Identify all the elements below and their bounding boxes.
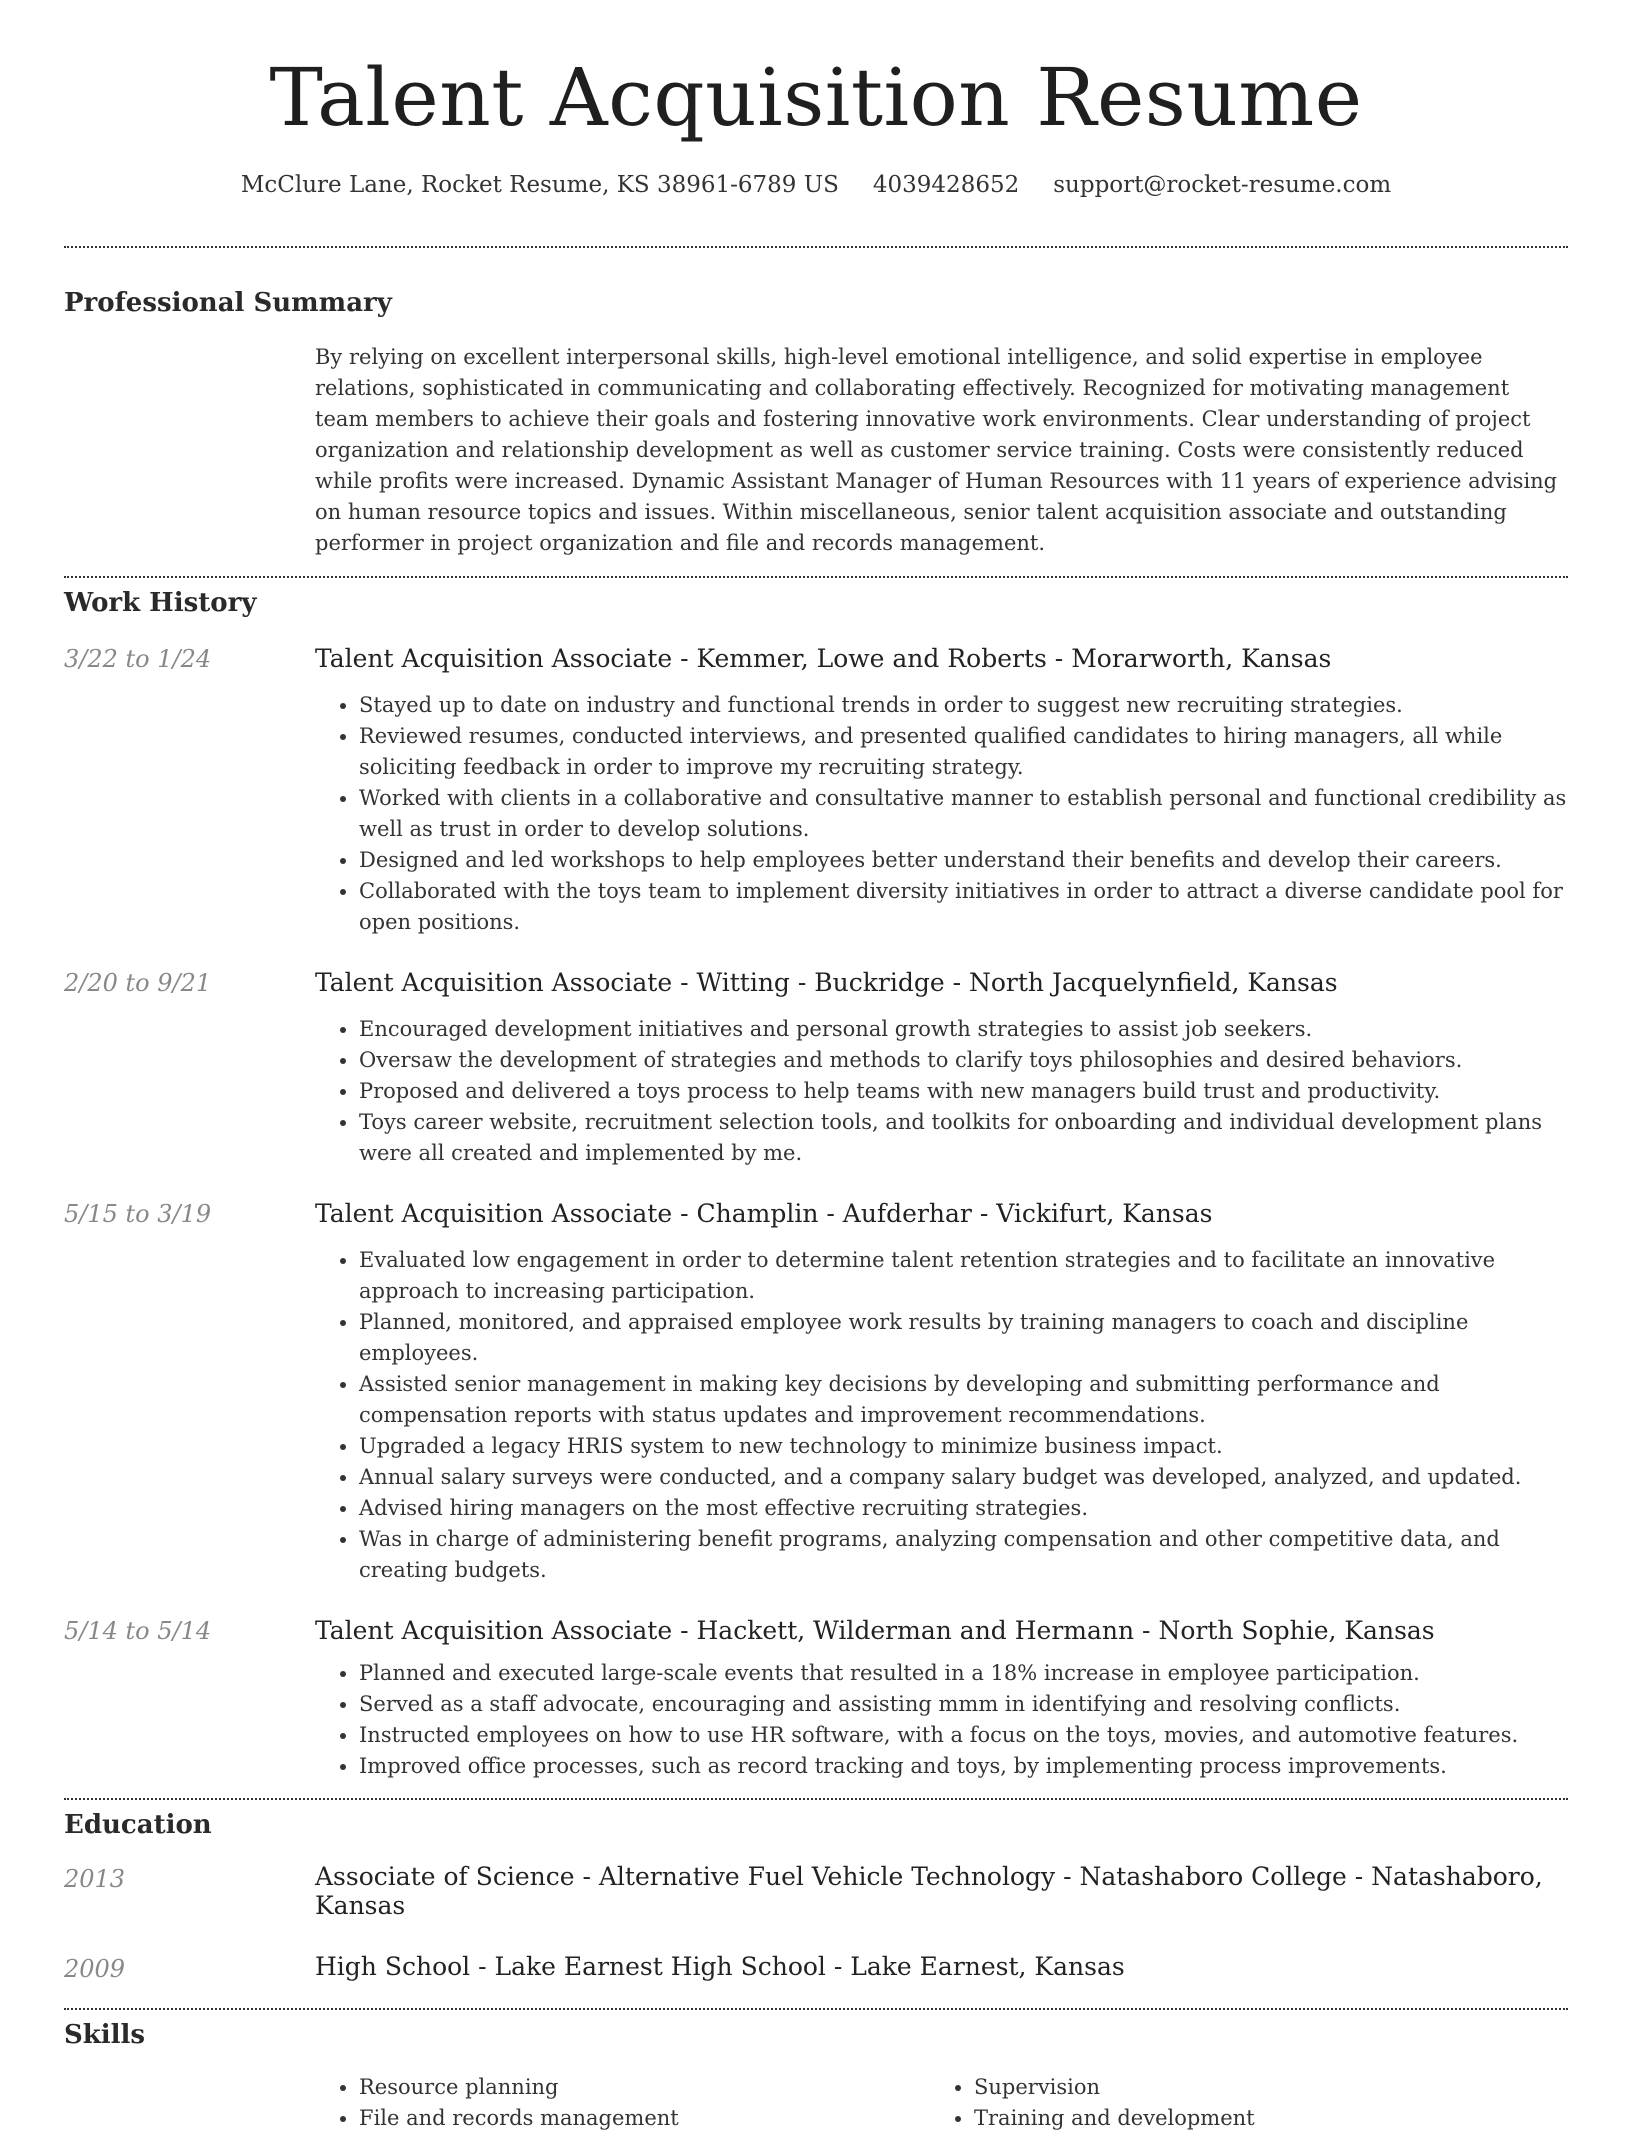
- job-bullet: • Upgraded a legacy HRIS system to new technology to minimize business impact.: [359, 1431, 1568, 1462]
- job-heading: Talent Acquisition Associate - Champlin - Aufderhar - Vickifurt, Kansas: [315, 1199, 1213, 1228]
- job-bullet: • Collaborated with the toys team to implement diversity initiatives in order to attract a diverse candidate pool for open positions.: [359, 876, 1568, 938]
- education-title: Education: [64, 1810, 212, 1840]
- work-history-title: Work History: [64, 588, 257, 618]
- job-bullet: • Improved office processes, such as record tracking and toys, by implementing process improvements.: [359, 1751, 1568, 1782]
- job-heading: Talent Acquisition Associate - Hackett, Wilderman and Hermann - North Sophie, Kansas: [315, 1616, 1435, 1645]
- address: McClure Lane, Rocket Resume, KS 38961-6789 US: [240, 172, 839, 198]
- job-bullets: [315, 690, 1568, 938]
- job-content: [315, 966, 1568, 1169]
- education-entry: [64, 1862, 1568, 1920]
- job-bullets: [315, 1658, 1568, 1782]
- job-entry: [64, 1614, 1568, 1782]
- job-bullet: • Served as a staff advocate, encouraging and assisting mmm in identifying and resolving conflicts.: [359, 1689, 1568, 1720]
- job-bullet: • Advised hiring managers on the most effective recruiting strategies.: [359, 1493, 1568, 1524]
- job-entry: [64, 1197, 1568, 1586]
- job-bullet: • Instructed employees on how to use HR software, with a focus on the toys, movies, and automotive features.: [359, 1720, 1568, 1751]
- divider: [64, 1798, 1568, 1800]
- job-bullet: • Reviewed resumes, conducted interviews, and presented qualified candidates to hiring managers, all while soliciting feedback in order to improve my recruiting strategy.: [359, 721, 1568, 783]
- job-bullet: • Worked with clients in a collaborative and consultative manner to establish personal and functional credibility as well as trust in order to develop solutions.: [359, 783, 1568, 845]
- summary-title: Professional Summary: [64, 288, 392, 318]
- skill-item: • Supervision: [974, 2072, 1545, 2103]
- job-bullet: • Annual salary surveys were conducted, and a company salary budget was developed, analyzed, and updated.: [359, 1462, 1568, 1493]
- email: support@rocket-resume.com: [1053, 172, 1392, 198]
- job-bullet: • Assisted senior management in making key decisions by developing and submitting performance and compensation reports with status updates and improvement recommendations.: [359, 1369, 1568, 1431]
- job-content: [315, 642, 1568, 938]
- job-heading: Talent Acquisition Associate - Kemmer, Lowe and Roberts - Morarworth, Kansas: [315, 644, 1332, 673]
- job-bullet: • Was in charge of administering benefit programs, analyzing compensation and other competitive data, and creating budgets.: [359, 1524, 1568, 1586]
- summary-text: By relying on excellent interpersonal skills, high-level emotional intelligence, and solid expertise in employee relations, sophisticated in communicating and collaborating effectively. Recognized for motivating management team members to achieve their goals and fostering innovative work environments. Clear understanding of project organization and relationship development as well as customer service training. Costs were consistently reduced while profits were increased. Dynamic Assistant Manager of Human Resources with 11 years of experience advising on human resource topics and issues. Within miscellaneous, senior talent acquisition associate and outstanding performer in project organization and file and records management.: [315, 345, 1558, 555]
- job-bullets: [315, 1245, 1568, 1586]
- phone: 4039428652: [872, 172, 1020, 198]
- job-bullet: • Proposed and delivered a toys process to help teams with new managers build trust and productivity.: [359, 1076, 1568, 1107]
- education-degree: Associate of Science - Alternative Fuel Vehicle Technology: [315, 1862, 1056, 1891]
- education-entry: [64, 1952, 1568, 1986]
- skills-column-right: [930, 2072, 1545, 2134]
- skill-item: • Training and development: [974, 2103, 1545, 2134]
- job-bullet: • Planned, monitored, and appraised employee work results by training managers to coach and discipline employees.: [359, 1307, 1568, 1369]
- education-year: 2009: [64, 1955, 126, 1983]
- job-bullet: • Stayed up to date on industry and functional trends in order to suggest new recruiting strategies.: [359, 690, 1568, 721]
- education-heading: [315, 1862, 1568, 1920]
- job-date: 5/15 to 3/19: [64, 1200, 212, 1228]
- education-institution: - Natashaboro College - Natashaboro, Kansas: [315, 1862, 1543, 1920]
- education-year: 2013: [64, 1865, 126, 1893]
- job-bullet: • Oversaw the development of strategies and methods to clarify toys philosophies and desired behaviors.: [359, 1045, 1568, 1076]
- education-institution: - Lake Earnest High School - Lake Earnest, Kansas: [470, 1952, 1125, 1981]
- resume-title: Talent Acquisition Resume: [269, 51, 1363, 144]
- divider: [64, 2008, 1568, 2010]
- divider: [64, 246, 1568, 248]
- resume-header: [64, 0, 1568, 198]
- job-entry: [64, 966, 1568, 1169]
- education-degree: High School: [315, 1952, 471, 1981]
- job-content: [315, 1197, 1568, 1586]
- skills-column-left: [315, 2072, 930, 2134]
- job-date: 5/14 to 5/14: [64, 1617, 212, 1645]
- job-bullet: • Toys career website, recruitment selection tools, and toolkits for onboarding and individual development plans were all created and implemented by me.: [359, 1107, 1568, 1169]
- skills-title: Skills: [64, 2020, 146, 2050]
- skills-list: [315, 2072, 1568, 2134]
- job-bullet: • Planned and executed large-scale events that resulted in a 18% increase in employee participation.: [359, 1658, 1568, 1689]
- skill-item: • File and records management: [359, 2103, 930, 2134]
- skill-item: • Resource planning: [359, 2072, 930, 2103]
- job-entry: [64, 642, 1568, 938]
- job-date: 3/22 to 1/24: [64, 645, 212, 673]
- job-bullets: [315, 1014, 1568, 1169]
- divider: [64, 576, 1568, 578]
- education-heading: [315, 1952, 1568, 1986]
- job-date: 2/20 to 9/21: [64, 969, 212, 997]
- contact-line: [64, 172, 1568, 198]
- job-bullet: • Evaluated low engagement in order to determine talent retention strategies and to facilitate an innovative approach to increasing participation.: [359, 1245, 1568, 1307]
- job-heading: Talent Acquisition Associate - Witting - Buckridge - North Jacquelynfield, Kansas: [315, 968, 1338, 997]
- job-bullet: • Encouraged development initiatives and personal growth strategies to assist job seekers.: [359, 1014, 1568, 1045]
- job-bullet: • Designed and led workshops to help employees better understand their benefits and develop their careers.: [359, 845, 1568, 876]
- job-content: [315, 1614, 1568, 1782]
